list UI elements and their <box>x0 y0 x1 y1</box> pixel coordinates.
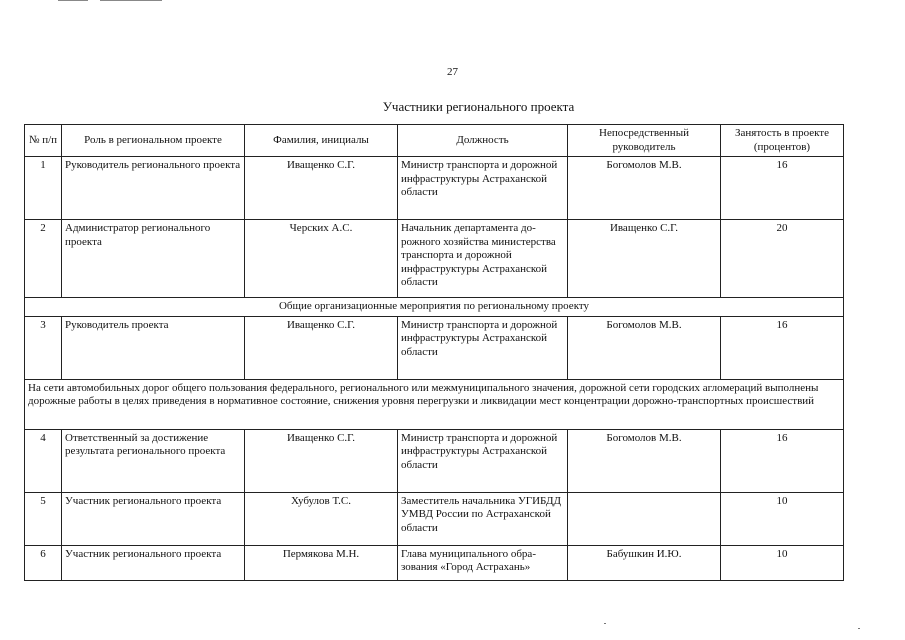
table-row <box>25 545 844 580</box>
row-employment: 20 <box>721 220 844 298</box>
row-name: Черских А.С. <box>245 220 398 298</box>
table-row <box>25 157 844 220</box>
section-row <box>25 379 844 429</box>
row-position: Глава муниципального образования «Город Астрахань» <box>398 545 568 580</box>
row-role: Участник регионального проекта <box>62 492 245 545</box>
row-position: Министр транспорта и дорожной инфраструктуры Астраханской области <box>398 316 568 379</box>
page-number: 27 <box>447 66 458 78</box>
row-position: Начальник департамента дорожного хозяйства министерства транспорта и дорожной инфраструктуры Астраханской области <box>398 220 568 298</box>
scan-speck <box>604 623 606 624</box>
section-heading-general: Общие организационные мероприятия по региональному проекту <box>25 298 844 317</box>
row-position: Заместитель начальника УГИБДД УМВД России по Астраханской области <box>398 492 568 545</box>
column-header-position: Должность <box>398 125 568 157</box>
row-name: Иващенко С.Г. <box>245 316 398 379</box>
row-employment: 16 <box>721 429 844 492</box>
column-header-employment: Занятость в проекте (процентов) <box>721 125 844 157</box>
row-supervisor <box>568 492 721 545</box>
row-number: 4 <box>25 429 62 492</box>
row-number: 2 <box>25 220 62 298</box>
row-number: 6 <box>25 545 62 580</box>
column-header-name: Фамилия, инициалы <box>245 125 398 157</box>
row-supervisor: Богомолов М.В. <box>568 157 721 220</box>
table-row <box>25 429 844 492</box>
scan-artifact-line <box>58 0 88 1</box>
table-row <box>25 492 844 545</box>
row-number: 1 <box>25 157 62 220</box>
page-title: Участники регионального проекта <box>382 99 575 114</box>
row-role: Ответственный за достижение результата регионального проекта <box>62 429 245 492</box>
row-position: Министр транспорта и дорожной инфраструктуры Астраханской области <box>398 429 568 492</box>
column-header-supervisor: Непосредственный руководитель <box>568 125 721 157</box>
row-employment: 16 <box>721 316 844 379</box>
scan-speck <box>858 628 860 629</box>
scan-artifact-line <box>100 0 162 1</box>
row-role: Администратор регионального проекта <box>62 220 245 298</box>
column-header-role: Роль в региональном проекте <box>62 125 245 157</box>
row-supervisor: Богомолов М.В. <box>568 316 721 379</box>
row-name: Хубулов Т.С. <box>245 492 398 545</box>
row-name: Пермякова М.Н. <box>245 545 398 580</box>
row-role: Руководитель проекта <box>62 316 245 379</box>
row-position: Министр транспорта и дорожной инфраструктуры Астраханской области <box>398 157 568 220</box>
table-row <box>25 316 844 379</box>
table-header-row <box>25 125 844 157</box>
row-employment: 16 <box>721 157 844 220</box>
row-employment: 10 <box>721 545 844 580</box>
row-supervisor: Бабушкин И.Ю. <box>568 545 721 580</box>
row-name: Иващенко С.Г. <box>245 429 398 492</box>
row-number: 3 <box>25 316 62 379</box>
section-row <box>25 298 844 317</box>
column-header-number: № п/п <box>25 125 62 157</box>
row-supervisor: Богомолов М.В. <box>568 429 721 492</box>
row-number: 5 <box>25 492 62 545</box>
row-role: Руководитель регионального проекта <box>62 157 245 220</box>
row-employment: 10 <box>721 492 844 545</box>
row-role: Участник регионального проекта <box>62 545 245 580</box>
section-heading-roads: На сети автомобильных дорог общего пользования федерального, регионального или межмуниципального значения, дорожной сети городских агломераций выполнены дорожные работы в целях приведения в нормативное состояние, снижения уровня перегрузки и ликвидации мест концентрации дорожно-транспортных происшествий <box>25 379 844 429</box>
row-name: Иващенко С.Г. <box>245 157 398 220</box>
table-row <box>25 220 844 298</box>
participants-table <box>24 124 844 581</box>
row-supervisor: Иващенко С.Г. <box>568 220 721 298</box>
